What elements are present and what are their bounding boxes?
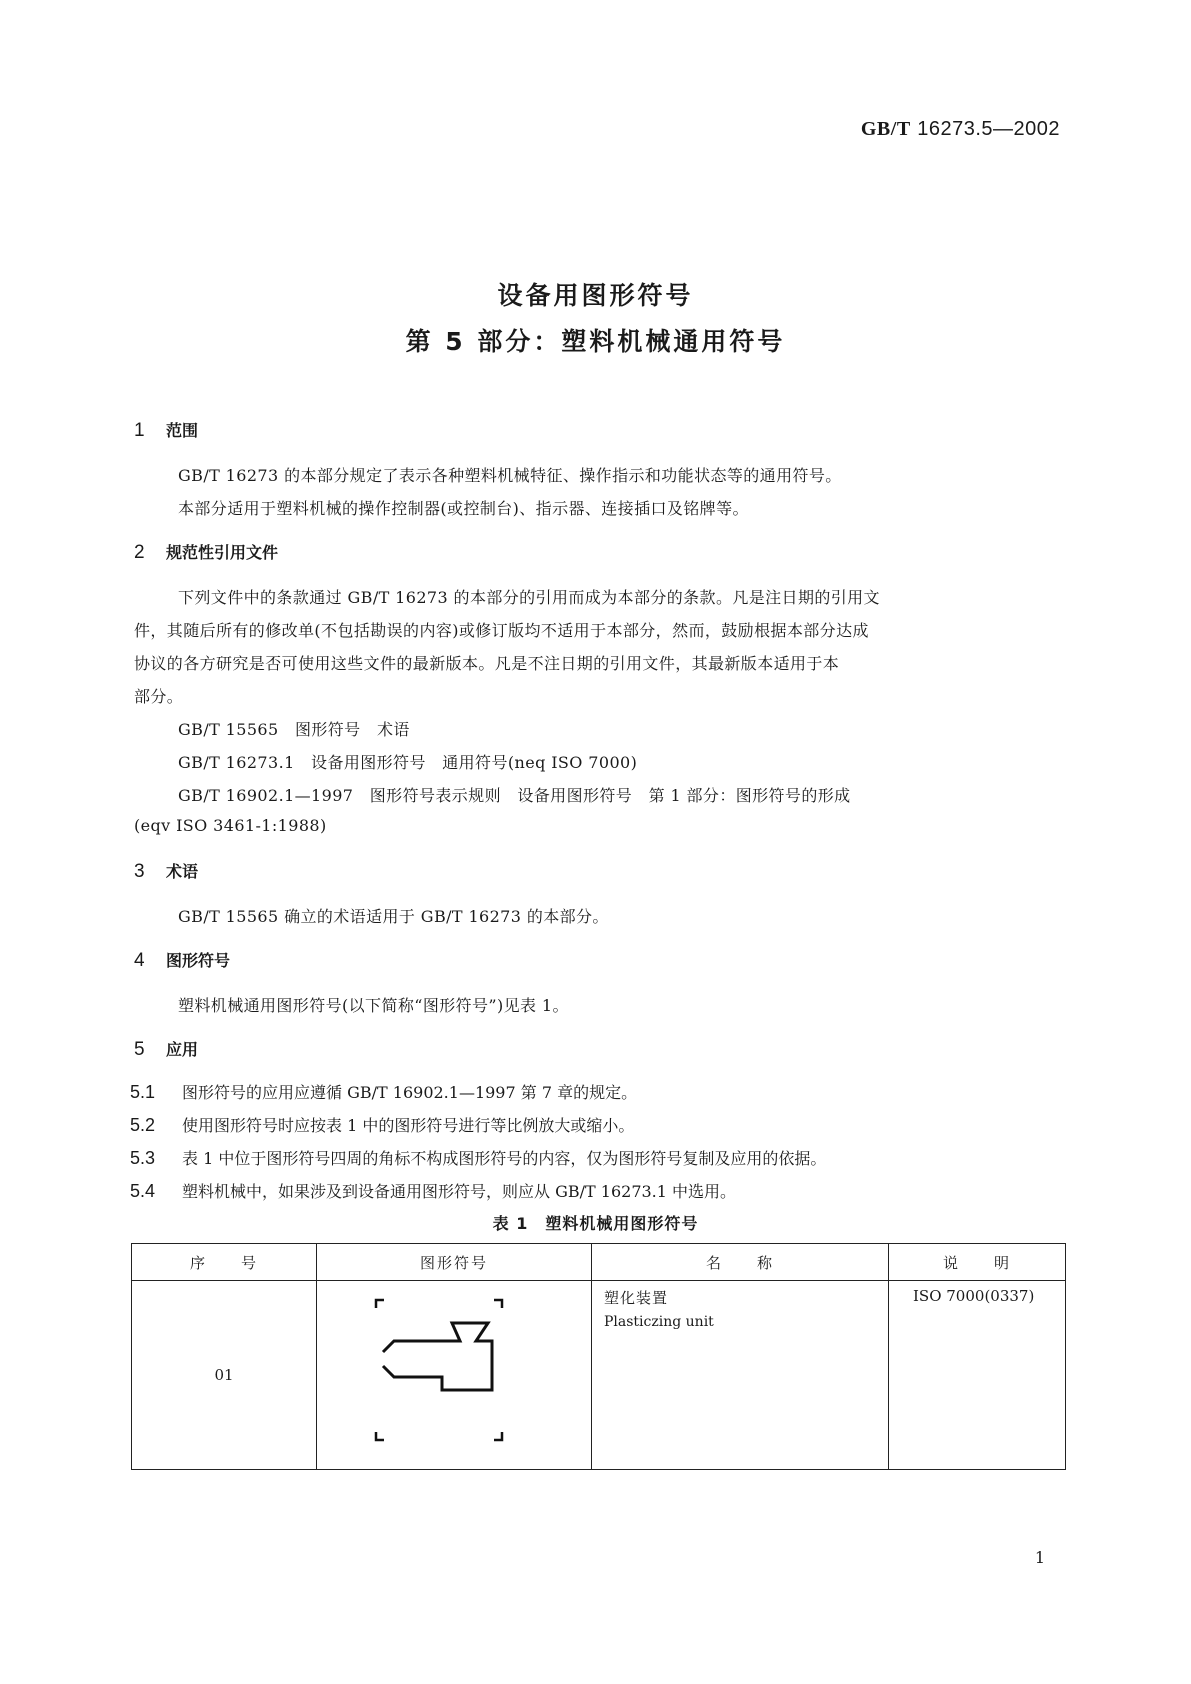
row-symbol-cell [317,1281,592,1470]
terms-paragraph: GB/T 15565 确立的术语适用于 GB/T 16273 的本部分。 [178,907,609,926]
row-name-cell [592,1281,889,1470]
section-heading-terms: 3 术语 [134,861,199,882]
standard-code: GB/T [860,118,911,140]
standard-number [0,118,1060,141]
document-subtitle: 第 5 部分：塑料机械通用符号 [405,327,786,356]
reference-item-3: GB/T 16902.1—1997 图形符号表示规则 设备用图形符号 第 1 部分：图形符号的形成 [178,786,851,805]
row-note-cell: ISO 7000(0337) [889,1281,1066,1470]
symbols-paragraph: 塑料机械通用图形符号(以下简称“图形符号”)见表 1。 [178,996,569,1015]
reference-item-3-cont: (eqv ISO 3461-1:1988) [134,816,327,835]
clause-5-2: 5.2 使用图形符号时应按表 1 中的图形符号进行等比例放大或缩小。 [130,1115,635,1135]
refs-paragraph-line-1: 下列文件中的条款通过 GB/T 16273 的本部分的引用而成为本部分的条款。凡是注日期的引用文 [178,588,880,607]
clause-5-1: 5.1 图形符号的应用应遵循 GB/T 16902.1—1997 第 7 章的规定。 [130,1082,638,1102]
column-header-symbol: 图形符号 [317,1244,592,1281]
plasticizing-unit-icon [318,1282,590,1458]
refs-paragraph-line-3: 协议的各方研究是否可使用这些文件的最新版本。凡是不注日期的引用文件，其最新版本适用于本 [134,654,840,673]
clause-5-4: 5.4 塑料机械中，如果涉及到设备通用图形符号，则应从 GB/T 16273.1 中选用。 [130,1181,737,1201]
row-name-zh: 塑化装置 [604,1289,669,1307]
refs-paragraph-line-2: 件，其随后所有的修改单(不包括勘误的内容)或修订版均不适用于本部分，然而，鼓励根据本部分达成 [134,621,869,640]
scope-paragraph-1: GB/T 16273 的本部分规定了表示各种塑料机械特征、操作指示和功能状态等的通用符号。 [178,466,842,485]
reference-item-1: GB/T 15565 图形符号 术语 [178,720,410,739]
reference-item-2: GB/T 16273.1 设备用图形符号 通用符号(neq ISO 7000) [178,753,638,772]
refs-paragraph-line-4: 部分。 [134,687,184,706]
clause-5-3: 5.3 表 1 中位于图形符号四周的角标不构成图形符号的内容，仅为图形符号复制及应用的依据。 [130,1148,827,1168]
table-row [132,1281,1066,1470]
section-heading-normative-refs: 2 规范性引用文件 [134,542,279,563]
document-title: 设备用图形符号 [497,281,694,310]
section-heading-scope: 1 范围 [134,420,199,441]
standard-number-value: 16273.5—2002 [917,118,1060,140]
page-number: 1 [1034,1548,1045,1567]
section-heading-graphical-symbols: 4 图形符号 [134,950,231,971]
column-header-name: 名 称 [592,1244,889,1281]
column-header-note: 说 明 [889,1244,1066,1281]
row-name-en: Plasticzing unit [604,1314,714,1330]
section-heading-application: 5 应用 [134,1039,199,1060]
table-caption: 表 1 塑料机械用图形符号 [492,1214,699,1233]
symbols-table [131,1243,1066,1470]
scope-paragraph-2: 本部分适用于塑料机械的操作控制器(或控制台)、指示器、连接插口及铭牌等。 [178,499,749,518]
column-header-no: 序 号 [132,1244,317,1281]
row-number: 01 [132,1281,317,1470]
table-header-row [132,1244,1066,1281]
